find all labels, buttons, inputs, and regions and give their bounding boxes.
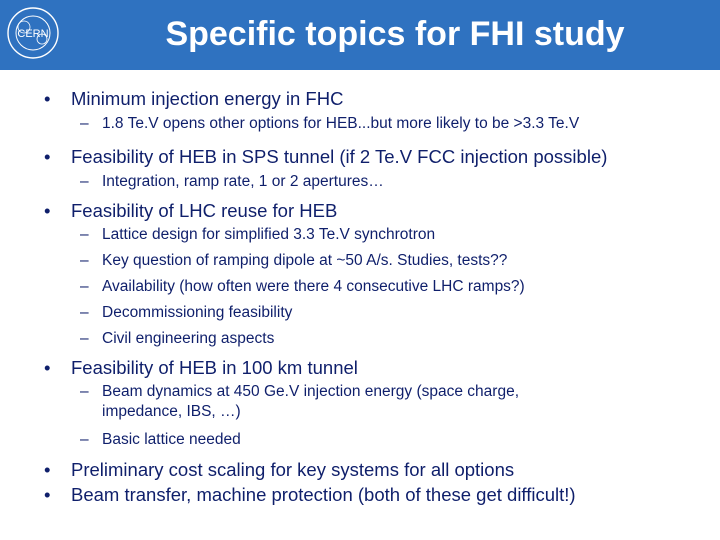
bullet-marker: • — [44, 357, 51, 378]
slide-header — [0, 0, 720, 70]
dash-marker: – — [80, 330, 89, 347]
bullet-text: Feasibility of HEB in 100 km tunnel — [71, 357, 358, 378]
bullet-marker: • — [44, 200, 51, 221]
bullet-text: 1.8 Te.V opens other options for HEB...but more likely to be >3.3 Te.V — [102, 115, 580, 132]
bullet-list — [0, 70, 720, 540]
dash-marker: – — [80, 431, 89, 448]
dash-marker: – — [80, 173, 89, 190]
dash-marker: – — [80, 278, 89, 295]
bullet-marker: • — [44, 88, 51, 109]
bullet-text: Lattice design for simplified 3.3 Te.V synchrotron — [102, 226, 436, 243]
bullet-text: Feasibility of HEB in SPS tunnel (if 2 Te.V FCC injection possible) — [71, 146, 608, 167]
bullet-text: Feasibility of LHC reuse for HEB — [71, 200, 338, 221]
bullet-text: Availability (how often were there 4 consecutive LHC ramps?) — [102, 278, 525, 295]
dash-marker: – — [80, 304, 89, 321]
bullet-marker: • — [44, 146, 51, 167]
bullet-text: impedance, IBS, …) — [102, 403, 241, 420]
bullet-text: Basic lattice needed — [102, 431, 241, 448]
bullet-text: Minimum injection energy in FHC — [71, 88, 344, 109]
dash-marker: – — [80, 383, 89, 400]
bullet-marker: • — [44, 459, 51, 480]
dash-marker: – — [80, 252, 89, 269]
bullet-text: Civil engineering aspects — [102, 330, 275, 347]
bullet-text: Beam transfer, machine protection (both of these get difficult!) — [71, 484, 576, 505]
dash-marker: – — [80, 226, 89, 243]
bullet-text: Key question of ramping dipole at ~50 A/s. Studies, tests?? — [102, 252, 508, 269]
logo-text: CERN — [17, 28, 49, 40]
bullet-text: Decommissioning feasibility — [102, 304, 293, 321]
bullet-text: Beam dynamics at 450 Ge.V injection energy (space charge, — [102, 383, 520, 400]
bullet-text: Preliminary cost scaling for key systems for all options — [71, 459, 515, 480]
slide-title: Specific topics for FHI study — [165, 15, 625, 53]
cern-logo — [4, 4, 62, 62]
bullet-text: Integration, ramp rate, 1 or 2 apertures… — [102, 173, 384, 190]
bullet-marker: • — [44, 484, 51, 505]
dash-marker: – — [80, 115, 89, 132]
